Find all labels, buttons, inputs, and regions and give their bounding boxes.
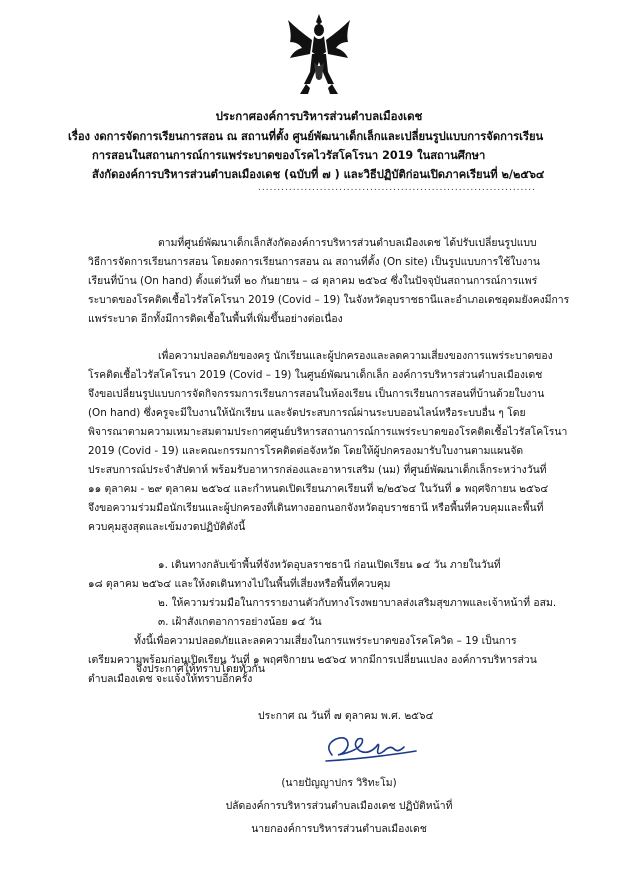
signer-position: ปลัดองค์การบริหารส่วนตำบลเมืองเดช ปฏิบัติหน้าที่ — [225, 800, 453, 812]
summary-line: ตำบลเมืองเดช จะแจ้งให้ทราบอีกครั้ง — [88, 673, 253, 685]
paragraph-2 — [88, 347, 582, 537]
paragraph-2-line: ควบคุมสูงสุดและเข้มงวดปฏิบัติดังนี้ — [88, 521, 246, 533]
org-title: ประกาศองค์การบริหารส่วนตำบลเมืองเดช — [215, 109, 423, 123]
list-item: ๓. เฝ้าสังเกตอาการอย่างน้อย ๑๔ วัน — [158, 616, 322, 628]
paragraph-2-line: 2019 (Covid - 19) และคณะกรรมการโรคติดต่อจังหวัด โดยให้ผู้ปกครองมารับใบงานตามแผนจัด — [88, 445, 524, 457]
paragraph-2-line: จึงขอเปลี่ยนรูปแบบการจัดกิจกรรมการเรียนการสอนในห้องเรียน เป็นการเรียนการสอนที่บ้านด้วยใบงาน — [88, 388, 545, 400]
paragraph-2-line: เพื่อความปลอดภัยของครู นักเรียนและผู้ปกครองและลดความเสี่ยงของการแพร่ระบาดของ — [158, 350, 553, 362]
paragraph-2-line: ๑๑ ตุลาคม - ๒๙ ตุลาคม ๒๕๖๔ และกำหนดเปิดเรียนภาคเรียนที่ ๒/๒๕๖๔ ในวันที่ ๑ พฤศจิกายน ๒๕๖๔ — [88, 483, 549, 495]
list-item: ๑. เดินทางกลับเข้าพื้นที่จังหวัดอุบลราชธานี ก่อนเปิดเรียน ๑๔ วัน ภายในวันที่ — [158, 559, 501, 571]
closing-statement: จึงประกาศให้ทราบโดยทั่วกัน — [136, 663, 265, 675]
signer-position: นายกองค์การบริหารส่วนตำบลเมืองเดช — [251, 823, 427, 835]
paragraph-1-line: แพร่ระบาด อีกทั้งมีการติดเชื้อในพื้นที่เพิ่มขึ้นอย่างต่อเนื่อง — [88, 313, 343, 325]
subject-line-2: การสอนในสถานการณ์การแพร่ระบาดของโรคไวรัสโคโรนา 2019 ในสถานศึกษา — [92, 149, 486, 162]
paragraph-2-line: พิจารณาตามความเหมาะสมตามประกาศศูนย์บริหารสถานการณ์การแพร่ระบาดของโรคติดเชื้อไวรัสโคโรนา — [88, 426, 568, 438]
paragraph-1-line: วิธีการจัดการเรียนการสอน โดยงดการเรียนการสอน ณ สถานที่ตั้ง (On site) เป็นรูปแบบการใช้ใบงาน — [88, 256, 540, 268]
paragraph-2-line: โรคติดเชื้อไวรัสโคโรนา 2019 (Covid – 19) ในศูนย์พัฒนาเด็กเล็ก องค์การบริหารส่วนตำบลเมืองเดช — [88, 369, 543, 381]
paragraph-1-line: ระบาดของโรคติดเชื้อไวรัสโคโรนา 2019 (Covid – 19) ในจังหวัดอุบราชธานีและอำเภอเดชอุดมยังคงมีการ — [88, 294, 570, 306]
list-item: ๒. ให้ความร่วมมือในการรายงานตัวกับทางโรงพยาบาลส่งเสริมสุขภาพและเจ้าหน้าที่ อสม. — [158, 597, 557, 609]
announcement-date: ประกาศ ณ วันที่ ๗ ตุลาคม พ.ศ. ๒๕๖๔ — [258, 710, 434, 722]
summary-line: ทั้งนี้เพื่อความปลอดภัยและลดความเสี่ยงในการแพร่ระบาดของโรคโควิด – 19 เป็นการ — [134, 635, 517, 647]
paragraph-1-line: เรียนที่บ้าน (On hand) ตั้งแต่วันที่ ๒๐ กันยายน – ๘ ตุลาคม ๒๕๖๔ ซึ่งในปัจจุบันสถานการณ์การแพร่ — [88, 275, 538, 287]
separator-line: ........................................................................ — [258, 183, 536, 193]
paragraph-2-line: จึงขอความร่วมมือนักเรียนและผู้ปกครองที่เดินทางออกนอกจังหวัดอุบราชธานี หรือพื้นที่ควบคุมและพื้นที่ — [88, 502, 544, 514]
garuda-emblem-icon — [284, 12, 354, 96]
signature-icon — [318, 725, 422, 773]
paragraph-2-line: ประสบการณ์ประจำสัปดาห์ พร้อมรับอาหารกล่องและอาหารเสริม (นม) ที่ศูนย์พัฒนาเด็กเล็กระหว่างวันที่ — [88, 464, 547, 476]
list-item-continuation: ๑๘ ตุลาคม ๒๕๖๔ และให้งดเดินทางไปในพื้นที่เสี่ยงหรือพื้นที่ควบคุม — [88, 578, 391, 590]
paragraph-1-line: ตามที่ศูนย์พัฒนาเด็กเล็กสังกัดองค์การบริหารส่วนตำบลเมืองเดช ได้ปรับเปลี่ยนรูปแบบ — [158, 237, 537, 249]
summary-line: เตรียมความพร้อมก่อนเปิดเรียน วันที่ ๑ พฤศจิกายน ๒๕๖๔ หากมีการเปลี่ยนแปลง องค์การบริหารส่วน — [88, 654, 537, 666]
paragraph-1 — [88, 234, 582, 329]
paragraph-2-line: (On hand) ซึ่งครูจะมีใบงานให้นักเรียน และจัดประสบการณ์ผ่านระบบออนไลน์หรือระบบอื่น ๆ โดย — [88, 407, 526, 419]
signer-name: (นายปัญญาปกร วิริทะโม) — [281, 777, 397, 789]
subject-line-1: เรื่อง งดการจัดการเรียนการสอน ณ สถานที่ตั้ง ศูนย์พัฒนาเด็กเล็กและเปลี่ยนรูปแบบการจัดการเรียน — [68, 130, 544, 143]
subject-line-3: สังกัดองค์การบริหารส่วนตำบลเมืองเดช (ฉบับที่ ๗ ) และวิธีปฏิบัติก่อนเปิดภาคเรียนที่ ๒/๒๕๖๔ — [92, 168, 545, 181]
